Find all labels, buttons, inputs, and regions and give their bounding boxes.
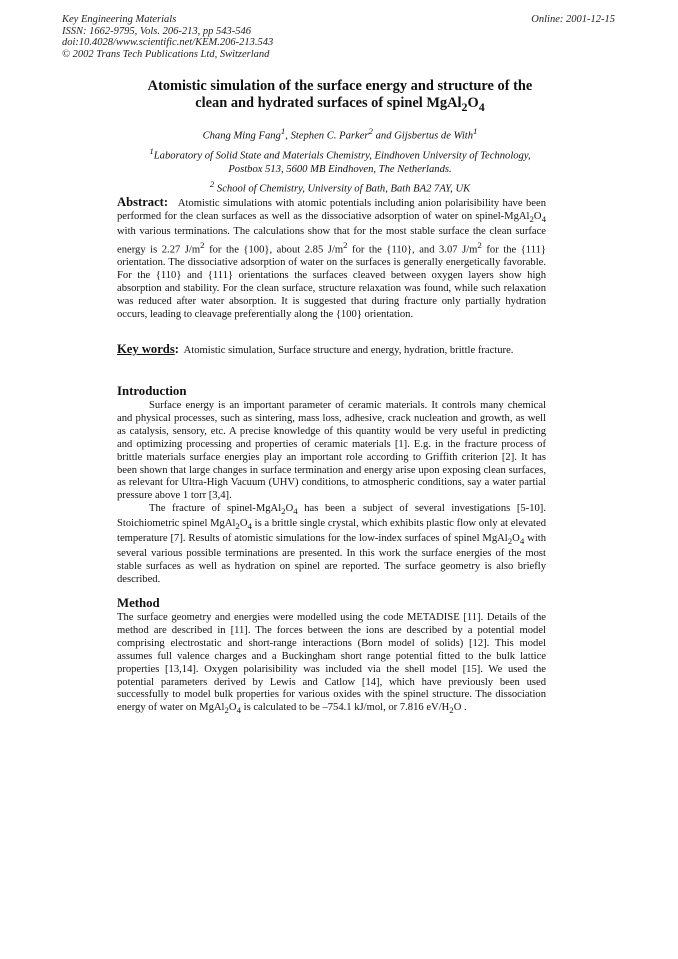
affiliation-mark: 1 [149, 145, 154, 156]
superscript: 2 [477, 239, 482, 250]
author-names [100, 124, 580, 144]
subscript: 4 [293, 506, 298, 517]
author-name: Chang Ming Fang [202, 130, 281, 142]
affiliation-mark: 2 [209, 179, 215, 190]
paragraph-text: is calculated to be –754.1 kJ/mol, or 7.816 eV/H [240, 702, 450, 714]
keywords-colon: : [174, 342, 179, 356]
paragraph-text: The surface geometry and energies were modelled using the code METADISE [11]. Details of the method are described in [11]. The forces between the ions are described by a potential model comprising electrostatic and short-range interactions (Born model of solids) [12]. This model assumes full valence charges and a Buckingham short range potential fitted to the bulk lattice properties [13,14]. Oxygen polarisibility was included via the shell model [15]. We used the potential parameters derived by Lewis and Catlow [14], which have previously been used successfully to model bulk properties for various oxides with the spinel structure. The dissociation energy of water on MgAl [117, 612, 546, 714]
paragraph-text: The fracture of spinel-MgAl [149, 503, 282, 515]
abstract-section [117, 196, 546, 322]
journal-name: Key Engineering Materials [62, 14, 177, 25]
abstract-text: for the {110}, and 3.07 J/m [347, 244, 478, 256]
subscript: 2 [507, 536, 513, 547]
title-line-1: Atomistic simulation of the surface energy and structure of the [147, 78, 533, 94]
paragraph-text: O [239, 518, 248, 530]
abstract-text: for the {111} orientation. The dissociative adsorption of water on the surfaces is generally energetically favorable. For the {110} and {111} orientations the surfaces cleaved between oxygen layers show high absorption and stability. For the clean surface, structure relaxation was found, while such relaxation was reduced after water absorption. It is suggested that during fracture only partially hydration occurs, leading to cleavage preferentially along the {100} orientation. [117, 244, 546, 320]
affiliation-text: School of Chemistry, University of Bath, Bath BA2 7AY, UK [214, 183, 471, 195]
introduction-heading: Introduction [117, 384, 187, 398]
affiliation-text: Laboratory of Solid State and Materials Chemistry, Eindhoven University of Technology, [153, 150, 531, 162]
superscript: 2 [200, 239, 205, 250]
introduction-paragraph-1: Surface energy is an important parameter of ceramic materials. It controls many chemical and physical processes, such as sintering, mass loss, adhesive, crack nucleation and growth, as well as catalysis, sensory, etc. A precise knowledge of this quantity would be very useful in predicting and optimizing processing and properties of ceramic materials [1]. E.g. in the fracture process of brittle materials surface energies play an important role according to Griffith criterion [2]. It has been shown that large changes in surface termination and energy arise upon exposing clean surfaces, as relevant for Ultra-High Vacuum (UHV) conditions, to atmospheric conditions, say a water partial pressure above 1 torr [3,4]. [117, 400, 546, 502]
abstract-colon: : [163, 195, 169, 209]
subscript: 4 [519, 536, 525, 547]
subscript: 2 [281, 506, 286, 517]
keywords-label: Key words [117, 342, 175, 356]
abstract-text: with various terminations. The calculations show that for the most stable surface the clean surface energy is 2.27 J/m [117, 225, 546, 256]
title-line-2 [100, 95, 580, 116]
affiliation-2 [100, 177, 580, 197]
abstract-label: Abstract [117, 195, 164, 209]
doi-line: doi:10.4028/www.scientific.net/KEM.206-213.543 [62, 37, 274, 48]
affiliation-1 [100, 144, 580, 164]
abstract-text: for the {100}, about 2.85 J/m [204, 244, 344, 256]
title-subscript: 2 [461, 99, 468, 114]
author-name: , Stephen C. Parker [285, 130, 369, 142]
affiliation-1-address: Postbox 513, 5600 MB Eindhoven, The Netherlands. [228, 164, 452, 176]
subscript: 2 [529, 214, 534, 225]
subscript: 4 [541, 214, 546, 225]
abstract-text: O [533, 210, 542, 222]
paragraph-text: O [228, 702, 237, 714]
copyright-line: © 2002 Trans Tech Publications Ltd, Switzerland [62, 48, 270, 60]
subscript: 2 [235, 521, 240, 532]
title-subscript: 4 [478, 99, 485, 114]
keywords-text: Atomistic simulation, Surface structure and energy, hydration, brittle fracture. [183, 345, 514, 356]
subscript: 2 [449, 705, 454, 716]
paragraph-text: has been a subject of several investigations [5-10]. Stoichiometric spinel MgAl [117, 503, 546, 530]
affiliation-mark: 1 [280, 126, 286, 136]
journal-header [62, 14, 618, 60]
author-name: and Gijsbertus de With [372, 130, 474, 142]
paragraph-text: with several various possible terminations are presented. In this work the surface energies of the most stable surfaces as well as hydration on spinel are reported. The surface geometry is also briefly described. [117, 533, 547, 586]
superscript: 2 [343, 239, 348, 250]
paragraph-text: O [285, 503, 294, 515]
method-section [117, 612, 546, 717]
paragraph-text: O [512, 533, 520, 545]
abstract-paragraph [117, 196, 546, 322]
abstract-text: Atomistic simulations with atomic potentials including anion polarisibility have been performed for the clean surfaces as well as the dissociative adsorption of water on spinel-MgAl [117, 198, 546, 222]
paper-title [100, 78, 580, 116]
method-paragraph [117, 612, 546, 717]
online-date: Online: 2001-12-15 [531, 14, 615, 25]
method-heading: Method [117, 596, 160, 610]
title-text: O [467, 95, 479, 111]
keywords-section [117, 343, 546, 358]
introduction-section [117, 400, 546, 587]
author-block [100, 124, 580, 197]
affiliation-mark: 2 [368, 126, 373, 136]
title-text: clean and hydrated surfaces of spinel MgAl [195, 95, 462, 111]
subscript: 4 [247, 521, 252, 532]
paragraph-text: is a brittle single crystal, which exhibits plastic flow only at elevated temperature [7]. Results of atomistic simulations for the low-index surfaces of spinel MgAl [117, 518, 546, 545]
paragraph-text: O . [453, 702, 467, 714]
keywords-paragraph [117, 343, 546, 358]
subscript: 4 [236, 705, 241, 716]
introduction-paragraph-2 [117, 503, 546, 587]
issn-line: ISSN: 1662-9795, Vols. 206-213, pp 543-546 [62, 25, 251, 37]
affiliation-mark: 1 [473, 126, 478, 136]
subscript: 2 [224, 705, 229, 716]
